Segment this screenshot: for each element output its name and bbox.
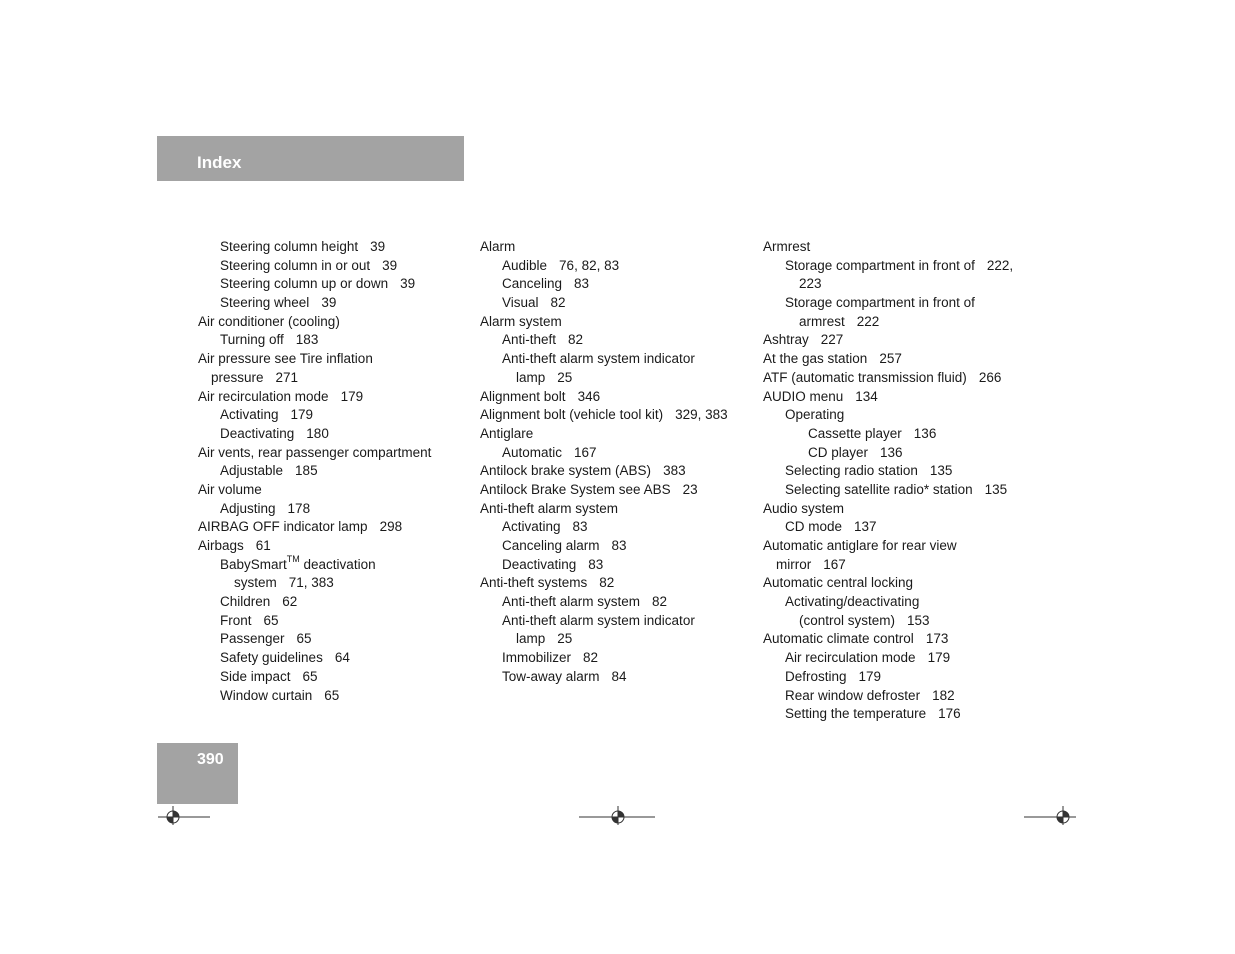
index-term: Storage compartment in front of <box>785 295 975 311</box>
index-term: Airbags <box>198 538 244 553</box>
index-term-continued: deactivation <box>299 556 376 572</box>
index-page-ref: 329, 383 <box>675 407 728 423</box>
index-page-ref: 179 <box>340 388 364 404</box>
index-page-ref: 82 <box>568 332 584 348</box>
index-entry <box>480 331 758 350</box>
index-entry <box>763 500 1043 519</box>
index-term: Deactivating <box>502 556 577 572</box>
index-term: Storage compartment in front of <box>785 257 975 273</box>
index-page-ref: 179 <box>927 650 951 666</box>
index-page-ref: 185 <box>295 463 318 479</box>
index-page-ref: 39 <box>321 295 337 311</box>
index-entry <box>198 593 468 612</box>
index-entry <box>480 612 758 631</box>
index-entry <box>198 612 468 631</box>
index-entry <box>480 593 758 612</box>
index-page-ref: 257 <box>879 351 902 367</box>
index-page-ref: 25 <box>557 631 573 647</box>
index-entry <box>480 369 758 388</box>
index-entry <box>198 518 468 537</box>
index-entry <box>480 630 758 649</box>
index-term: Air volume <box>198 481 262 497</box>
index-term: Automatic antiglare for rear view <box>763 538 957 553</box>
index-term: Armrest <box>763 239 811 254</box>
index-term: mirror <box>776 556 812 572</box>
index-page-ref: 182 <box>932 687 955 703</box>
index-entry <box>763 331 1043 350</box>
index-entry <box>198 275 468 294</box>
index-entry <box>480 481 758 500</box>
index-entry <box>480 444 758 463</box>
index-entry <box>763 313 1043 332</box>
index-entry <box>763 425 1043 444</box>
index-term: Air conditioner (cooling) <box>198 313 340 329</box>
index-term: Antilock brake system (ABS) <box>480 463 652 479</box>
index-entry <box>198 500 468 519</box>
index-page-ref: 135 <box>984 481 1008 497</box>
index-entry <box>763 462 1043 481</box>
index-term: Safety guidelines <box>220 650 323 666</box>
index-entry <box>198 481 468 500</box>
index-term: armrest <box>799 313 845 329</box>
index-entry <box>198 462 468 481</box>
index-page-ref: 173 <box>925 631 949 647</box>
index-term: Anti-theft <box>502 332 557 348</box>
index-column-1 <box>198 238 468 705</box>
index-page-ref: 136 <box>913 425 937 441</box>
index-page-ref: 82 <box>583 650 599 666</box>
index-page-ref: 62 <box>282 594 298 610</box>
index-term: Air recirculation mode <box>785 650 916 666</box>
index-term: Automatic central locking <box>763 575 914 591</box>
index-entry <box>763 668 1043 687</box>
index-page-ref: 383 <box>663 463 686 479</box>
page-number-box <box>157 743 238 804</box>
index-entry <box>480 574 758 593</box>
index-entry <box>198 257 468 276</box>
index-entry <box>198 444 468 463</box>
index-entry <box>198 649 468 668</box>
index-page-ref: 39 <box>370 239 386 254</box>
index-term: Air vents, rear passenger compartment <box>198 444 432 460</box>
index-term: Steering column in or out <box>220 257 371 273</box>
index-term: Deactivating <box>220 425 295 441</box>
index-entry <box>763 593 1043 612</box>
index-term: Setting the temperature <box>785 706 927 722</box>
index-entry <box>480 518 758 537</box>
index-term: Steering wheel <box>220 295 310 311</box>
index-entry <box>480 537 758 556</box>
index-entry <box>198 313 468 332</box>
page-number: 390 <box>197 751 224 768</box>
index-term: AIRBAG OFF indicator lamp <box>198 519 368 535</box>
index-term: Anti-theft alarm system indicator <box>502 351 695 367</box>
index-entry <box>480 257 758 276</box>
index-page-ref: 179 <box>290 407 314 423</box>
index-entry <box>480 425 758 444</box>
index-term: Air recirculation mode <box>198 388 329 404</box>
index-term: lamp <box>516 369 546 385</box>
index-entry <box>763 257 1043 276</box>
index-entry <box>763 649 1043 668</box>
index-term: (control system) <box>799 612 896 628</box>
index-page-ref: 153 <box>907 612 930 628</box>
index-page-ref: 83 <box>572 519 588 535</box>
index-term: 223 <box>799 276 822 292</box>
index-entry <box>763 687 1043 706</box>
index-term: Children <box>220 594 271 610</box>
index-page-ref: 227 <box>820 332 844 348</box>
index-entry <box>198 687 468 706</box>
index-entry <box>198 425 468 444</box>
index-column-2 <box>480 238 758 687</box>
index-page-ref: 180 <box>306 425 329 441</box>
index-entry <box>763 518 1043 537</box>
index-page-ref: 76, 82, 83 <box>559 257 620 273</box>
trademark-superscript: TM <box>286 553 300 564</box>
index-term: Air pressure see Tire inflation <box>198 351 373 367</box>
index-term: Activating/deactivating <box>785 594 920 610</box>
index-page-ref: 83 <box>574 276 590 292</box>
index-entry <box>480 406 758 425</box>
index-term: Defrosting <box>785 668 847 684</box>
index-term: Window curtain <box>220 687 313 703</box>
index-term: Steering column up or down <box>220 276 389 292</box>
index-page-ref: 83 <box>588 556 604 572</box>
index-term: Anti-theft alarm system <box>502 594 641 610</box>
index-page-ref: 346 <box>577 388 601 404</box>
index-page-ref: 178 <box>287 500 311 516</box>
index-page-ref: 222 <box>856 313 880 329</box>
index-term: Front <box>220 612 252 628</box>
index-page-ref: 134 <box>855 388 878 404</box>
index-entry <box>480 649 758 668</box>
index-term: ATF (automatic transmission fluid) <box>763 369 967 385</box>
index-entry <box>480 313 758 332</box>
index-entry <box>763 630 1043 649</box>
index-page-ref: 71, 383 <box>288 575 334 591</box>
index-page-ref: 64 <box>334 650 350 666</box>
index-entry <box>198 350 468 369</box>
index-entry <box>763 238 1043 257</box>
index-entry <box>763 481 1043 500</box>
index-term: BabySmart <box>220 556 287 572</box>
index-term: Operating <box>785 407 845 423</box>
index-page-ref: 266 <box>978 369 1002 385</box>
index-entry <box>480 275 758 294</box>
index-term: Alignment bolt <box>480 388 566 404</box>
index-entry <box>198 537 468 556</box>
index-entry <box>763 406 1043 425</box>
index-column-3 <box>763 238 1043 724</box>
index-term: CD player <box>808 444 869 460</box>
index-term: Antiglare <box>480 425 534 441</box>
index-term: Side impact <box>220 668 291 684</box>
index-page-ref: 183 <box>295 332 319 348</box>
index-entry <box>763 705 1043 724</box>
index-page-ref: 61 <box>255 538 271 553</box>
index-page-ref: 82 <box>550 295 566 311</box>
index-term: Anti-theft alarm system <box>480 500 619 516</box>
index-term: AUDIO menu <box>763 388 844 404</box>
index-term: Activating <box>220 407 279 423</box>
index-term: Automatic climate control <box>763 631 914 647</box>
registration-mark-icon <box>1024 803 1078 825</box>
index-page-ref: 65 <box>324 687 340 703</box>
index-entry <box>763 294 1043 313</box>
registration-mark-icon <box>158 803 212 825</box>
index-entry <box>198 630 468 649</box>
index-term: Canceling alarm <box>502 538 600 553</box>
index-page-ref: 136 <box>880 444 903 460</box>
index-entry <box>198 406 468 425</box>
index-page-ref: 39 <box>382 257 398 273</box>
index-term: Cassette player <box>808 425 902 441</box>
index-term: Audible <box>502 257 548 273</box>
index-page-ref: 65 <box>302 668 318 684</box>
index-term: Passenger <box>220 631 285 647</box>
index-entry <box>480 556 758 575</box>
index-page-ref: 82 <box>599 575 615 591</box>
index-page-ref: 167 <box>574 444 597 460</box>
index-page-ref: 82 <box>652 594 668 610</box>
index-page-ref: 222, <box>986 257 1014 273</box>
index-entry <box>480 294 758 313</box>
index-entry <box>763 350 1043 369</box>
index-entry <box>198 574 468 593</box>
index-term: Selecting radio station <box>785 463 918 479</box>
index-page-ref: 83 <box>611 538 627 553</box>
index-term: Adjusting <box>220 500 276 516</box>
index-entry <box>198 553 468 575</box>
index-entry <box>198 388 468 407</box>
index-entry <box>763 369 1043 388</box>
index-entry <box>763 556 1043 575</box>
index-term: Antilock Brake System see ABS <box>480 481 671 497</box>
registration-mark-icon <box>579 803 657 825</box>
index-term: lamp <box>516 631 546 647</box>
index-entry <box>763 574 1043 593</box>
index-term: Visual <box>502 295 539 311</box>
index-entry <box>480 350 758 369</box>
index-term: Rear window defroster <box>785 687 921 703</box>
index-term: Anti-theft alarm system indicator <box>502 612 695 628</box>
index-entry <box>763 537 1043 556</box>
index-term: Alarm <box>480 239 516 254</box>
index-term: Activating <box>502 519 561 535</box>
index-term: CD mode <box>785 519 843 535</box>
index-term: Alarm system <box>480 313 562 329</box>
index-page-ref: 25 <box>557 369 573 385</box>
index-page-ref: 176 <box>938 706 961 722</box>
index-term: Immobilizer <box>502 650 572 666</box>
index-term: Adjustable <box>220 463 284 479</box>
index-entry <box>763 612 1043 631</box>
index-entry <box>480 462 758 481</box>
index-entry <box>480 668 758 687</box>
index-entry <box>480 388 758 407</box>
index-page-ref: 137 <box>854 519 877 535</box>
index-term: pressure <box>211 369 264 385</box>
index-entry <box>763 444 1043 463</box>
index-term: Turning off <box>220 332 284 348</box>
index-entry <box>198 238 468 257</box>
index-term: Automatic <box>502 444 563 460</box>
index-page-ref: 298 <box>379 519 403 535</box>
index-term: Tow-away alarm <box>502 668 600 684</box>
index-term: Steering column height <box>220 239 359 254</box>
page-title: Index <box>197 153 242 172</box>
index-page-ref: 39 <box>400 276 416 292</box>
index-page-ref: 167 <box>823 556 846 572</box>
index-entry <box>480 500 758 519</box>
index-page-ref: 65 <box>263 612 279 628</box>
index-entry <box>198 294 468 313</box>
index-term: Canceling <box>502 276 563 292</box>
index-page-ref: 84 <box>611 668 627 684</box>
index-entry <box>198 331 468 350</box>
index-page-ref: 179 <box>858 668 882 684</box>
index-entry <box>763 275 1043 294</box>
header-bar <box>157 136 464 181</box>
index-page-ref: 65 <box>296 631 312 647</box>
index-entry <box>480 238 758 257</box>
index-term: Anti-theft systems <box>480 575 588 591</box>
index-entry <box>198 668 468 687</box>
index-entry <box>198 369 468 388</box>
index-entry <box>763 388 1043 407</box>
index-term: system <box>234 575 277 591</box>
index-term: Ashtray <box>763 332 809 348</box>
index-page-ref: 271 <box>275 369 299 385</box>
index-term: Alignment bolt (vehicle tool kit) <box>480 407 664 423</box>
index-term: At the gas station <box>763 351 868 367</box>
index-page-ref: 23 <box>682 481 698 497</box>
index-term: Audio system <box>763 500 845 516</box>
index-term: Selecting satellite radio* station <box>785 481 973 497</box>
index-page-ref: 135 <box>929 463 953 479</box>
